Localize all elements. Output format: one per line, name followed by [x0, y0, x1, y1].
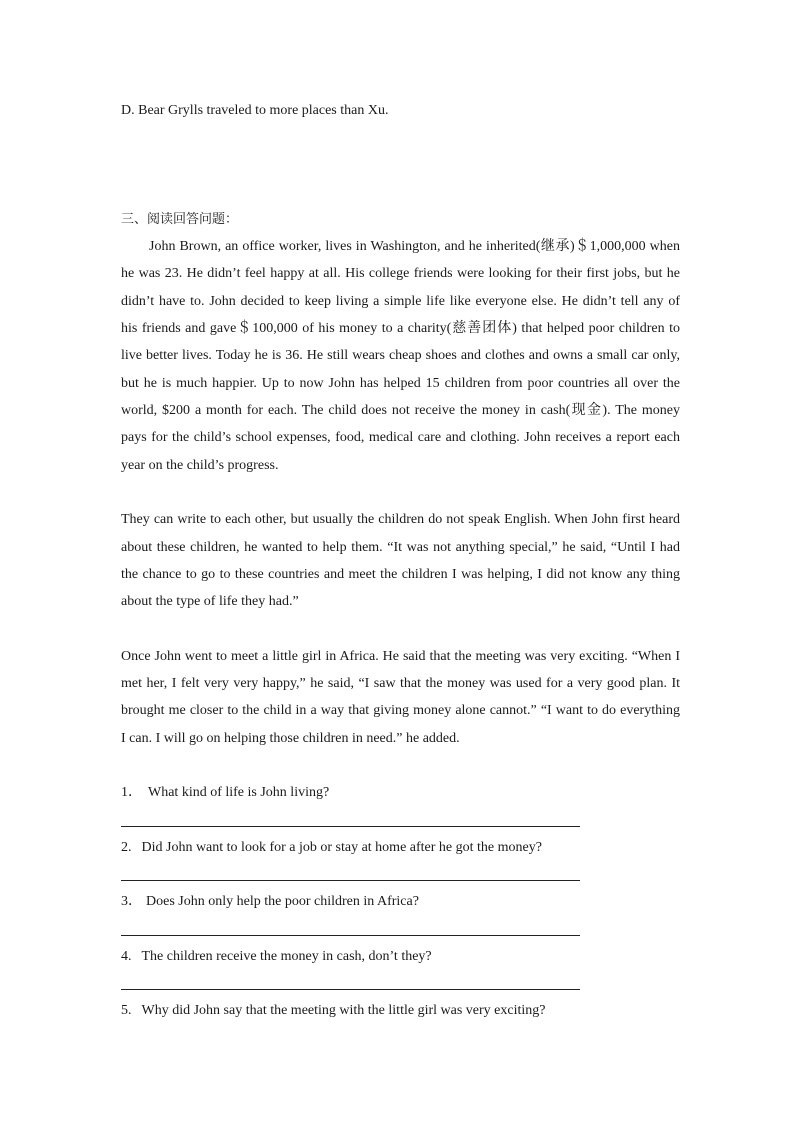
paragraph-line: met her, I felt very very happy,” he said, “I saw that the money was used for a very good plan. It	[121, 676, 680, 691]
answer-line[interactable]	[121, 880, 580, 881]
paragraph-line: he was 23. He didn’t feel happy at all. His college friends were looking for their first jobs, but he	[121, 266, 680, 281]
question-text: Why did John say that the meeting with the little girl was very exciting?	[141, 1003, 546, 1018]
question-text: What kind of life is John living?	[148, 785, 330, 800]
question-2	[121, 838, 542, 858]
previous-answer-option: D. Bear Grylls traveled to more places than Xu.	[121, 103, 389, 118]
question-text: Did John want to look for a job or stay at home after he got the money?	[141, 840, 542, 855]
answer-line[interactable]	[121, 826, 580, 827]
question-number: 2.	[121, 840, 132, 855]
paragraph-line: but he is much happier. Up to now John has helped 15 children from poor countries all over the	[121, 376, 680, 391]
question-text: The children receive the money in cash, don’t they?	[141, 949, 432, 964]
question-3	[121, 892, 419, 912]
paragraph-line: live better lives. Today he is 36. He still wears cheap shoes and clothes and owns a small car only,	[121, 348, 680, 363]
paragraph-line: year on the child’s progress.	[121, 458, 279, 473]
question-4	[121, 947, 432, 967]
paragraph-line: didn’t have to. John decided to keep living a simple life like everyone else. He didn’t tell any of	[121, 294, 680, 309]
paragraph-line: the chance to go to these countries and meet the children I was helping, I did not know any thing	[121, 567, 680, 582]
question-text: Does John only help the poor children in Africa?	[146, 894, 419, 909]
paragraph-line: about these children, he wanted to help them. “It was not anything special,” he said, “Until I had	[121, 540, 680, 555]
question-number: 3．	[121, 894, 142, 909]
paragraph-line: I can. I will go on helping those children in need.” he added.	[121, 731, 460, 746]
paragraph-line: his friends and gave＄100,000 of his money to a charity(慈善团体) that helped poor children to	[121, 321, 680, 336]
question-number: 4.	[121, 949, 132, 964]
question-number: 1．	[121, 785, 142, 800]
question-number: 5.	[121, 1003, 132, 1018]
section-heading: 三、阅读回答问题：	[121, 212, 239, 227]
question-1	[121, 783, 329, 803]
answer-line[interactable]	[121, 935, 580, 936]
paragraph-line: brought me closer to the child in a way that giving money alone cannot.” “I want to do everything	[121, 703, 680, 718]
paragraph-line: John Brown, an office worker, lives in Washington, and he inherited(继承)＄1,000,000 when	[149, 239, 680, 254]
paragraph-line: Once John went to meet a little girl in Africa. He said that the meeting was very exciting. “When I	[121, 649, 680, 664]
paragraph-line: They can write to each other, but usually the children do not speak English. When John first heard	[121, 512, 680, 527]
paragraph-line: pays for the child’s school expenses, food, medical care and clothing. John receives a report each	[121, 430, 680, 445]
question-5	[121, 1001, 545, 1021]
answer-line[interactable]	[121, 989, 580, 990]
paragraph-line: world, $200 a month for each. The child does not receive the money in cash(现金). The money	[121, 403, 680, 418]
paragraph-line: about the type of life they had.”	[121, 594, 299, 609]
